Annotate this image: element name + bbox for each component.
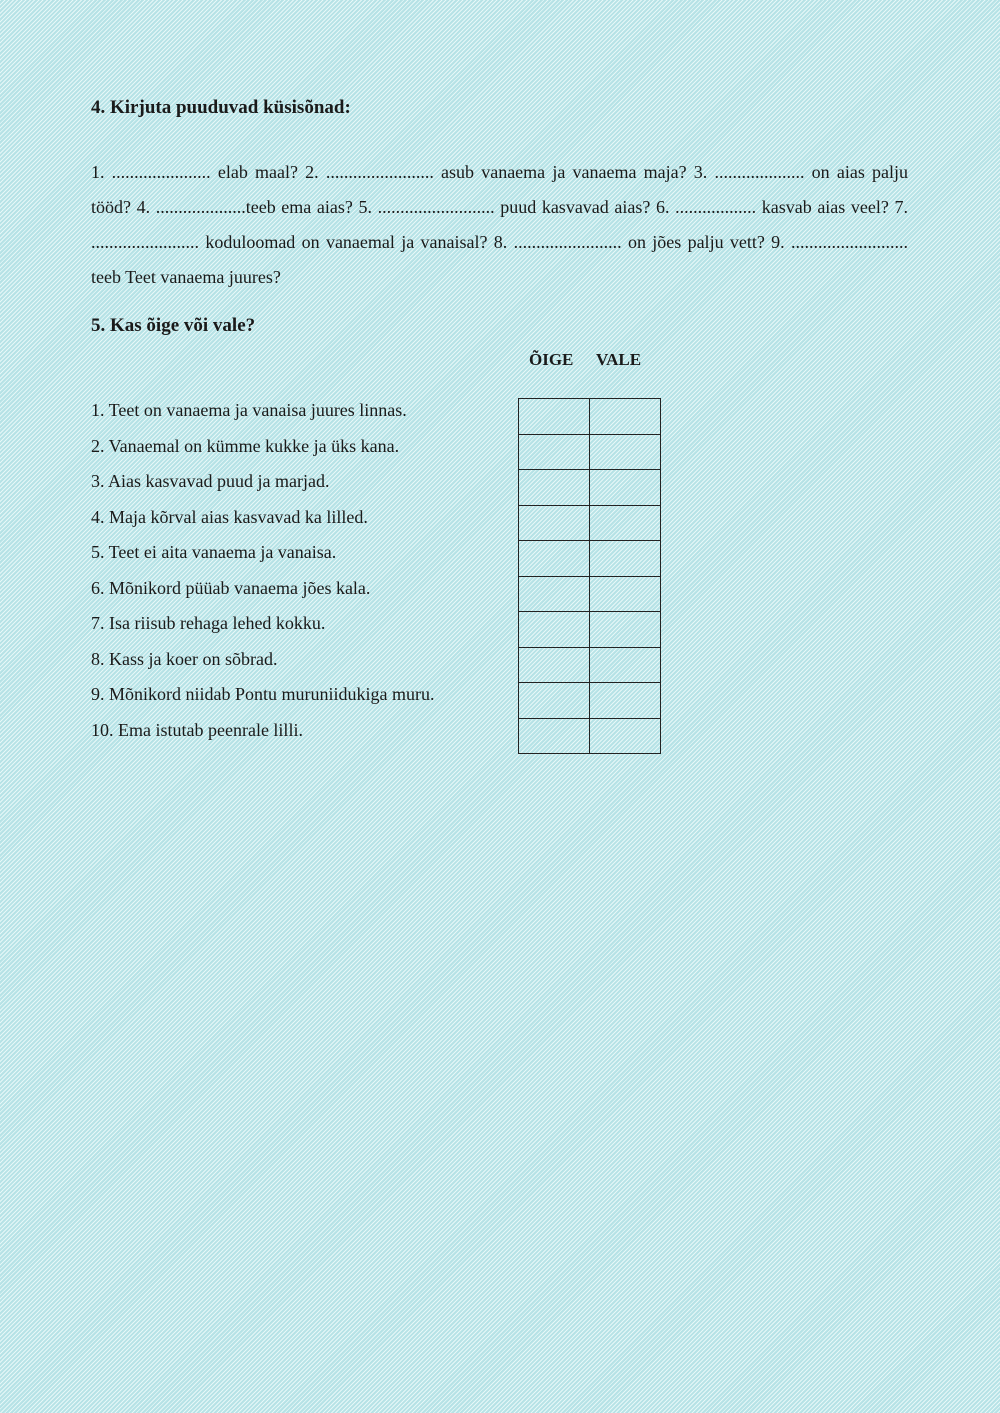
statement-item: 7. Isa riisub rehaga lehed kokku. <box>91 613 326 633</box>
answer-cell-vale[interactable] <box>590 399 661 435</box>
answer-grid <box>518 398 661 754</box>
statement-item: 10. Ema istutab peenrale lilli. <box>91 719 303 740</box>
answer-cell-oige[interactable] <box>519 434 590 470</box>
statement-item: 2. Vanaemal on kümme kukke ja üks kana. <box>91 435 400 456</box>
answer-row <box>519 434 661 470</box>
statement-item: 5. Teet ei aita vanaema ja vanaisa. <box>91 542 337 562</box>
statement-item: 1. Teet on vanaema ja vanaisa juures linnas. <box>91 400 407 420</box>
answer-row <box>519 718 661 754</box>
answer-cell-vale[interactable] <box>590 434 661 470</box>
answer-cell-oige[interactable] <box>519 718 590 754</box>
answer-cell-oige[interactable] <box>519 683 590 719</box>
column-header-vale: VALE <box>596 350 642 369</box>
exercise-4-title: 4. Kirjuta puuduvad küsisõnad: <box>91 97 351 118</box>
statement-item: 8. Kass ja koer on sõbrad. <box>91 648 278 669</box>
statement-item: 6. Mõnikord püüab vanaema jões kala. <box>91 577 371 598</box>
answer-cell-vale[interactable] <box>590 647 661 683</box>
answer-cell-vale[interactable] <box>590 718 661 754</box>
statement-item: 9. Mõnikord niidab Pontu muruniidukiga muru. <box>91 684 435 704</box>
exercise-5-title: 5. Kas õige või vale? <box>91 315 256 336</box>
answer-row <box>519 576 661 612</box>
answer-row <box>519 612 661 648</box>
answer-cell-vale[interactable] <box>590 612 661 648</box>
answer-cell-oige[interactable] <box>519 647 590 683</box>
answer-cell-oige[interactable] <box>519 399 590 435</box>
answer-row <box>519 541 661 577</box>
answer-row <box>519 505 661 541</box>
answer-cell-oige[interactable] <box>519 612 590 648</box>
answer-row <box>519 399 661 435</box>
answer-cell-vale[interactable] <box>590 505 661 541</box>
statement-item: 4. Maja kõrval aias kasvavad ka lilled. <box>91 506 368 527</box>
statement-list <box>91 397 435 752</box>
exercise-4-text: 1. ...................... elab maal? 2. ........................ asub vanaema ja vanaema maja? 3. .................... on aias palju tööd? 4. ....................teeb ema aias? 5. .......................... puud kasvavad aias? 6. .................. kasvab aias veel? 7. ........................ koduloomad on vanaemal ja vanaisal? 8. ........................ on jões palju vett? 9. .......................... teeb Teet vanaema juures? <box>91 162 908 287</box>
answer-cell-vale[interactable] <box>590 683 661 719</box>
answer-cell-oige[interactable] <box>519 505 590 541</box>
column-header-oige: ÕIGE <box>529 350 574 369</box>
statement-item: 3. Aias kasvavad puud ja marjad. <box>91 471 330 491</box>
answer-row <box>519 470 661 506</box>
answer-cell-oige[interactable] <box>519 470 590 506</box>
answer-cell-oige[interactable] <box>519 576 590 612</box>
answer-cell-oige[interactable] <box>519 541 590 577</box>
answer-cell-vale[interactable] <box>590 576 661 612</box>
answer-row <box>519 647 661 683</box>
answer-cell-vale[interactable] <box>590 541 661 577</box>
answer-cell-vale[interactable] <box>590 470 661 506</box>
answer-row <box>519 683 661 719</box>
